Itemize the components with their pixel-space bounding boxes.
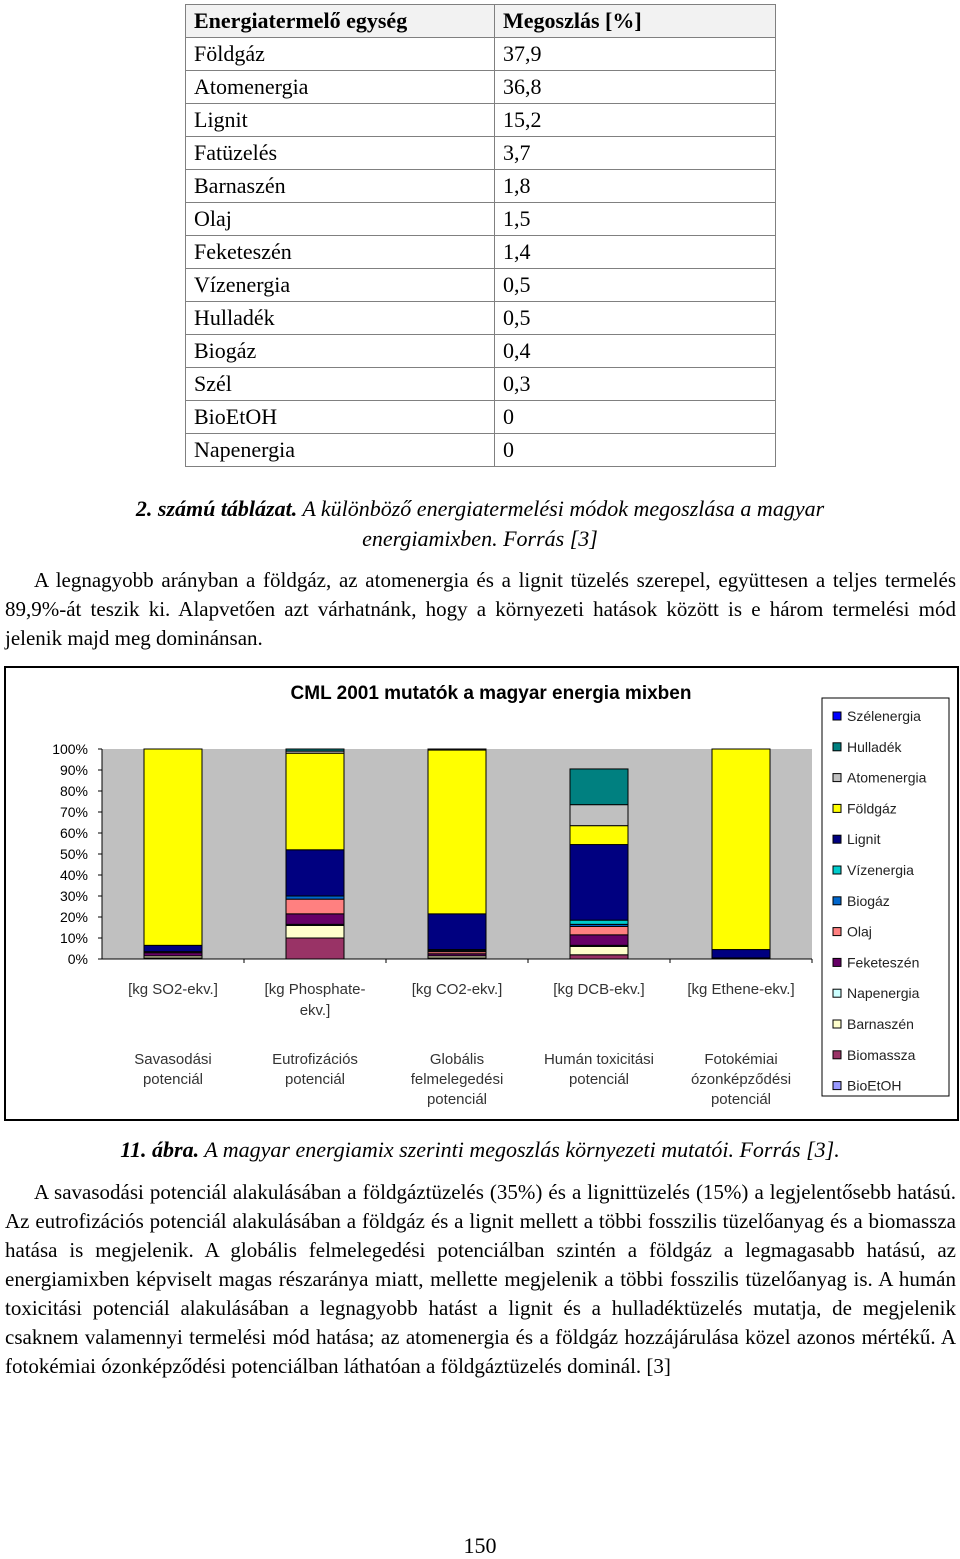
- x-category-name: Eutrofizációs: [272, 1051, 358, 1068]
- y-tick-label: 30%: [59, 888, 88, 904]
- table-row: [186, 434, 776, 467]
- legend-label: Feketeszén: [847, 954, 920, 971]
- legend-label: Szélenergia: [847, 708, 921, 724]
- table-row: [186, 71, 776, 104]
- table-cell-source: Vízenergia: [186, 269, 495, 302]
- table-cell-share: 0: [495, 434, 776, 467]
- bar-segment-földgáz: [428, 750, 486, 914]
- legend-label: Biogáz: [847, 892, 890, 909]
- bar-segment-lignit: [428, 914, 486, 950]
- bar-segment-hulladék: [570, 769, 628, 805]
- x-category-name: Humán toxicitási: [543, 1051, 655, 1068]
- bar-segment-atomenergia: [428, 749, 486, 750]
- bar-segment-földgáz: [286, 753, 344, 850]
- x-category-name: felmelegedési: [410, 1071, 504, 1088]
- legend-label: Vízenergia: [847, 862, 914, 878]
- bar-segment-földgáz: [570, 826, 628, 845]
- table-cell-source: BioEtOH: [186, 401, 495, 434]
- y-tick-label: 60%: [59, 825, 88, 841]
- bar-segment-földgáz: [712, 749, 770, 950]
- y-tick-label: 70%: [59, 804, 88, 820]
- paragraph-analysis: A savasodási potenciál alakulásában a földgáztüzelés (35%) és a lignittüzelés (15%) a legjelentősebb hatású. Az eutrofizációs potenciál alakulásában a földgáz és a lignit mellett a többi fosszilis tüzelőanyag és a biomassza hatása is megjelenik. A globális felmelegedési potenciálban szintén a földgáz a legmagasabb hatású, az energiamixben képviselt magas részaránya miatt, mellette megjelenik a többi fosszilis tüzelőanyag is. A humán toxicitási potenciál alakulásában a legnagyobb hatást a lignit és a hulladéktüzelés mutatja, de megjelenik csaknem valamennyi termelési mód hatása; az atomenergia és a földgáz hozzájárulása közel azonos mértékű. A fotokémiai ózonképződési potenciálban láthatóan a földgáztüzelés dominál. [3]: [5, 1180, 956, 1378]
- legend-swatch-feketeszén: [833, 958, 841, 966]
- figure-caption: [0, 1135, 960, 1165]
- table-cell-share: 36,8: [495, 71, 776, 104]
- y-tick-label: 90%: [59, 762, 88, 778]
- bar-segment-atomenergia: [570, 805, 628, 826]
- legend-swatch-atomenergia: [833, 774, 841, 782]
- table-row: [186, 170, 776, 203]
- page-number: 150: [463, 1533, 497, 1558]
- energy-share-table: [185, 4, 776, 467]
- table-cell-share: 0,4: [495, 335, 776, 368]
- x-category-name: Savasodási: [134, 1051, 212, 1068]
- legend-swatch-szélenergia: [833, 712, 841, 720]
- legend-swatch-földgáz: [833, 804, 841, 812]
- bar-segment-biomassza: [570, 955, 628, 959]
- table-header-cell: Megoszlás [%]: [495, 5, 776, 38]
- table-row: [186, 335, 776, 368]
- table-cell-source: Hulladék: [186, 302, 495, 335]
- x-category-unit: [kg DCB-ekv.]: [553, 981, 645, 998]
- table-row: [186, 302, 776, 335]
- legend-swatch-biogáz: [833, 897, 841, 905]
- table-caption-number: 2. számú táblázat.: [135, 496, 298, 521]
- table-row: [186, 368, 776, 401]
- legend-swatch-vízenergia: [833, 866, 841, 874]
- bar-segment-feketeszén: [570, 935, 628, 946]
- bar-segment-lignit: [570, 845, 628, 921]
- bar-segment-olaj: [286, 899, 344, 914]
- table-cell-share: 1,8: [495, 170, 776, 203]
- table-cell-share: 3,7: [495, 137, 776, 170]
- y-tick-label: 50%: [59, 846, 88, 862]
- table-row: [186, 137, 776, 170]
- x-category-name: potenciál: [284, 1071, 346, 1088]
- y-tick-label: 40%: [59, 867, 88, 883]
- legend-swatch-lignit: [833, 835, 841, 843]
- legend-swatch-biomassza: [833, 1051, 841, 1059]
- bar-segment-feketeszén: [286, 914, 344, 925]
- table-caption-text-line2: energiamixben. Forrás [3]: [362, 526, 598, 551]
- paragraph-intro: A legnagyobb arányban a földgáz, az atomenergia és a lignit tüzelés szerepel, együttesen a teljes termelés 89,9%-át teszik ki. Alapvetően azt várhatnánk, hogy a környezeti hatások között is e három termelési mód jelenik majd meg dominánsan.: [5, 568, 956, 650]
- legend-swatch-olaj: [833, 928, 841, 936]
- table-row: [186, 269, 776, 302]
- y-tick-label: 10%: [59, 930, 88, 946]
- x-category-unit: [kg SO2-ekv.]: [128, 981, 218, 998]
- bar-segment-lignit: [144, 945, 202, 951]
- table-cell-share: 1,4: [495, 236, 776, 269]
- table-cell-source: Olaj: [186, 203, 495, 236]
- figure-caption-number: 11. ábra.: [120, 1137, 200, 1162]
- legend-label: Atomenergia: [847, 769, 927, 786]
- table-row: [186, 38, 776, 71]
- table-row: [186, 104, 776, 137]
- bar-segment-biomassza: [286, 938, 344, 959]
- table-cell-share: 0: [495, 401, 776, 434]
- legend-label: Lignit: [847, 831, 881, 848]
- x-category-name: potenciál: [568, 1071, 630, 1088]
- y-tick-label: 0%: [67, 951, 88, 967]
- table-cell-source: Feketeszén: [186, 236, 495, 269]
- x-category-unit: [kg Phosphate-: [264, 981, 366, 998]
- table-header-row: [186, 5, 776, 38]
- legend-label: Olaj: [847, 923, 872, 940]
- stacked-bar-chart: [4, 666, 959, 1121]
- table-cell-share: 15,2: [495, 104, 776, 137]
- x-category-unit: ekv.]: [299, 1002, 331, 1019]
- x-category-unit: [kg CO2-ekv.]: [411, 981, 503, 998]
- table-header-cell: Energiatermelő egység: [186, 5, 495, 38]
- table-cell-source: Atomenergia: [186, 71, 495, 104]
- table-cell-source: Biogáz: [186, 335, 495, 368]
- table-body: [186, 38, 776, 467]
- bar-segment-vízenergia: [570, 920, 628, 924]
- table-cell-share: 0,3: [495, 368, 776, 401]
- table-cell-source: Földgáz: [186, 38, 495, 71]
- y-tick-label: 80%: [59, 783, 88, 799]
- chart-title: CML 2001 mutatók a magyar energia mixben: [290, 683, 692, 704]
- chart-svg: [6, 668, 957, 1119]
- bar-segment-hulladék: [286, 749, 344, 751]
- table-cell-share: 0,5: [495, 302, 776, 335]
- table-cell-share: 0,5: [495, 269, 776, 302]
- table-cell-source: Barnaszén: [186, 170, 495, 203]
- bar-segment-barnaszén: [286, 925, 344, 938]
- bar-segment-lignit: [286, 850, 344, 896]
- table-row: [186, 203, 776, 236]
- x-category-name: potenciál: [142, 1071, 204, 1088]
- legend-swatch-barnaszén: [833, 1020, 841, 1028]
- legend-swatch-bioetoh: [833, 1082, 841, 1090]
- bar-segment-lignit: [712, 950, 770, 958]
- x-category-name: Fotokémiai: [704, 1051, 778, 1068]
- x-category-name: Globális: [429, 1051, 485, 1068]
- table-row: [186, 236, 776, 269]
- table-cell-source: Szél: [186, 368, 495, 401]
- legend-label: BioEtOH: [847, 1077, 902, 1094]
- table-cell-source: Fatüzelés: [186, 137, 495, 170]
- y-tick-label: 20%: [59, 909, 88, 925]
- table-cell-source: Napenergia: [186, 434, 495, 467]
- legend-label: Biomassza: [847, 1046, 916, 1063]
- x-category-name: potenciál: [710, 1091, 772, 1108]
- legend-label: Barnaszén: [847, 1016, 914, 1032]
- legend-label: Földgáz: [847, 800, 897, 817]
- figure-caption-text: A magyar energiamix szerinti megoszlás környezeti mutatói. Forrás [3].: [199, 1137, 840, 1162]
- table-caption-text: A különböző energiatermelési módok megoszlása a magyar: [297, 496, 825, 521]
- table-cell-source: Lignit: [186, 104, 495, 137]
- legend-swatch-hulladék: [833, 743, 841, 751]
- y-tick-label: 100%: [52, 741, 88, 757]
- x-category-name: ózonképződési: [690, 1071, 792, 1088]
- table-caption: [0, 494, 960, 554]
- bar-segment-olaj: [570, 926, 628, 934]
- table-row: [186, 401, 776, 434]
- legend-swatch-napenergia: [833, 989, 841, 997]
- bar-segment-földgáz: [144, 749, 202, 945]
- table-cell-share: 1,5: [495, 203, 776, 236]
- legend-label: Hulladék: [847, 738, 902, 755]
- x-category-name: potenciál: [426, 1091, 488, 1108]
- bar-segment-barnaszén: [570, 946, 628, 954]
- legend-label: Napenergia: [847, 985, 920, 1002]
- x-category-unit: [kg Ethene-ekv.]: [687, 981, 795, 998]
- table-cell-share: 37,9: [495, 38, 776, 71]
